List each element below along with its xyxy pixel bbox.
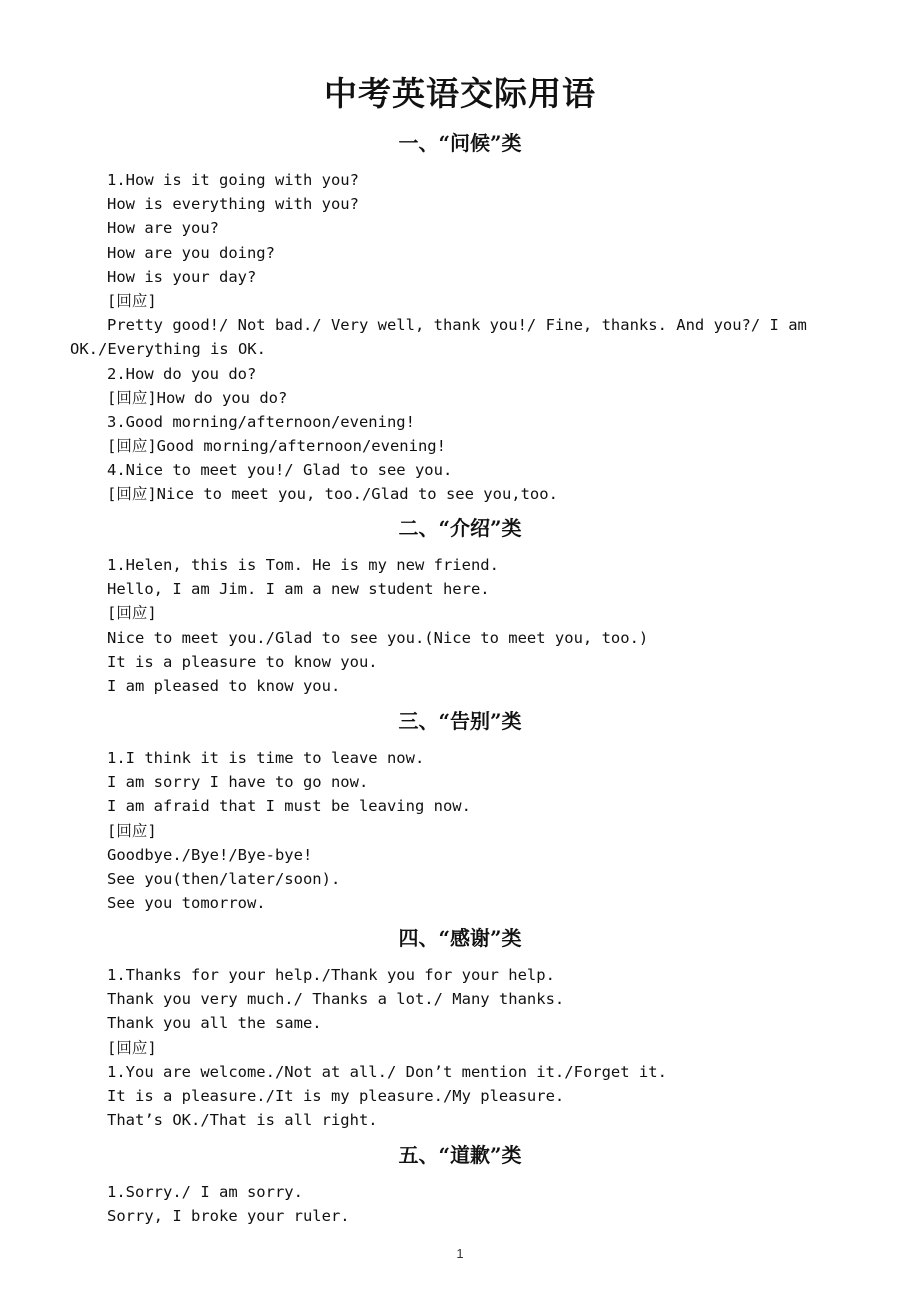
text-line: 1.Thanks for your help./Thank you for your help.: [107, 966, 555, 984]
section-body-introductions: [0, 553, 920, 698]
text-line: Thank you very much./ Thanks a lot./ Many thanks.: [107, 990, 565, 1009]
text-line: 1.How is it going with you?: [107, 171, 359, 189]
text-line: [回应]How do you do?: [107, 388, 288, 407]
text-line: [回应]: [107, 291, 157, 310]
text-line: [回应]: [107, 1038, 157, 1057]
text-line: 1.Sorry./ I am sorry.: [107, 1183, 303, 1201]
text-line: 1.You are welcome./Not at all./ Don’t mention it./Forget it.: [107, 1062, 667, 1081]
text-line: It is a pleasure./It is my pleasure./My pleasure.: [107, 1086, 565, 1105]
text-line: It is a pleasure to know you.: [107, 652, 378, 671]
text-line: How are you?: [107, 219, 219, 238]
text-line: [回应]Nice to meet you, too./Glad to see you,too.: [107, 485, 558, 504]
text-line: Thank you all the same.: [107, 1014, 322, 1033]
section-heading-greetings: 一、“问候”类: [398, 131, 522, 155]
text-line: [回应]: [107, 604, 157, 623]
text-line: Pretty good!/ Not bad./ Very well, thank you!/ Fine, thanks. And you?/ I am: [107, 316, 807, 335]
text-line: That’s OK./That is all right.: [107, 1111, 378, 1130]
section-body-farewells: [0, 746, 920, 915]
text-line: 1.Helen, this is Tom. He is my new friend.: [107, 556, 499, 574]
text-line: I am sorry I have to go now.: [107, 773, 369, 792]
section-body-greetings: [0, 168, 920, 507]
text-line: See you tomorrow.: [107, 894, 266, 913]
text-line: Sorry, I broke your ruler.: [107, 1207, 350, 1226]
section-heading-farewells: 三、“告别”类: [398, 709, 522, 733]
text-line: 2.How do you do?: [107, 364, 257, 383]
text-line: Nice to meet you./Glad to see you.(Nice to meet you, too.): [107, 628, 649, 647]
text-line: See you(then/later/soon).: [107, 869, 341, 888]
page-number: 1: [456, 1246, 464, 1261]
text-line: Hello, I am Jim. I am a new student here.: [107, 580, 490, 599]
text-line: How is your day?: [107, 267, 257, 286]
text-line: I am afraid that I must be leaving now.: [107, 797, 471, 816]
text-line-continuation: OK./Everything is OK.: [70, 340, 266, 359]
text-line: 3.Good morning/afternoon/evening!: [107, 412, 415, 431]
text-line: I am pleased to know you.: [107, 676, 341, 695]
text-line: [回应]: [107, 821, 157, 840]
section-body-apologies: [0, 1180, 920, 1228]
section-heading-thanks: 四、“感谢”类: [398, 926, 522, 950]
text-line: How are you doing?: [107, 243, 275, 262]
text-line: [回应]Good morning/afternoon/evening!: [107, 437, 446, 456]
section-heading-introductions: 二、“介绍”类: [398, 516, 522, 540]
text-line: Goodbye./Bye!/Bye-bye!: [107, 845, 313, 864]
document-title: 中考英语交际用语: [324, 74, 596, 113]
section-heading-apologies: 五、“道歉”类: [398, 1143, 522, 1167]
text-line: 4.Nice to meet you!/ Glad to see you.: [107, 461, 453, 480]
section-body-thanks: [0, 963, 920, 1132]
text-line: How is everything with you?: [107, 195, 359, 214]
text-line: 1.I think it is time to leave now.: [107, 749, 425, 767]
